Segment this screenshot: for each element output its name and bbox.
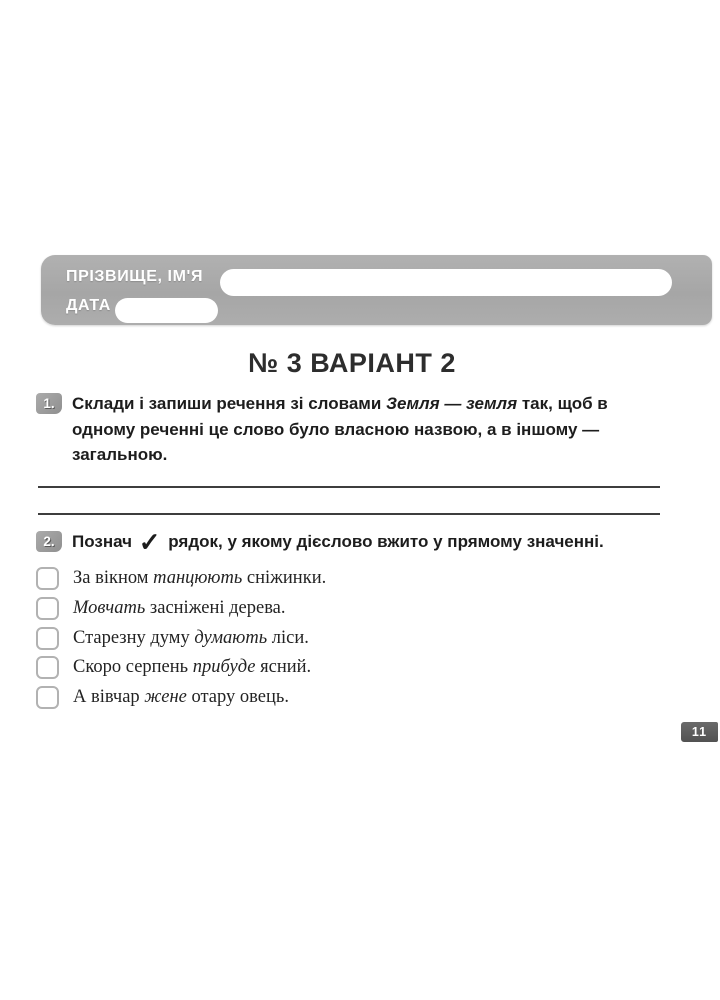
checkmark-icon: ✓ [138,527,161,557]
option-1-text [73,568,326,589]
option-5-after: отару овець. [186,687,289,708]
task-2-instruction [72,529,668,555]
option-row-5 [36,686,656,709]
name-input-field[interactable] [220,269,672,296]
name-date-panel [41,255,712,325]
option-2-italic: Мовчать [73,597,146,618]
task-1-text-italic: Земля — земля [386,394,518,413]
option-3-italic: думають [194,627,268,648]
option-5-text [73,687,289,708]
task-2-text-after: рядок, у якому дієслово вжито у прямому значенні. [163,532,604,551]
option-2-after: засніжені дерева. [145,597,286,618]
option-4-after: ясний. [255,657,312,678]
name-label: ПРІЗВИЩЕ, ІМ'Я [66,268,204,285]
task-2 [36,529,668,555]
option-4-italic: прибуде [192,657,256,678]
option-row-2 [36,597,656,620]
task-1-text-after: так, щоб в одному реченні це слово було власною назвою, а в іншому — загальною. [72,394,608,464]
option-row-3 [36,627,656,650]
option-5-before: А вівчар [73,687,145,708]
task-2-options-list [36,567,656,716]
date-label: ДАТА [66,297,111,314]
option-1-checkbox[interactable] [36,567,59,590]
task-1-instruction [72,391,668,468]
option-3-text [73,628,309,649]
option-5-italic: жене [144,687,187,708]
task-2-text-before: Познач [72,532,137,551]
option-2-checkbox[interactable] [36,597,59,620]
option-4-text [73,657,311,678]
option-3-before: Старезну думу [73,627,195,648]
option-row-1 [36,567,656,590]
page-number-badge: 11 [681,722,718,742]
answer-line-1[interactable] [38,486,660,488]
date-input-field[interactable] [115,298,218,323]
task-2-number-badge: 2. [36,531,62,552]
option-1-before: За вікном [73,568,154,588]
option-4-before: Скоро серпень [73,657,193,678]
option-2-text [73,598,286,619]
option-row-4 [36,656,656,679]
option-3-after: ліси. [267,627,309,648]
page-title: № 3 ВАРІАНТ 2 [248,348,456,378]
option-3-checkbox[interactable] [36,627,59,650]
option-1-italic: танцюють [153,568,243,588]
option-1-after: сніжинки. [242,568,327,588]
answer-line-2[interactable] [38,513,660,515]
task-1-number-badge: 1. [36,393,62,414]
task-1-text-before: Склади і запиши речення зі словами [72,394,387,413]
option-4-checkbox[interactable] [36,656,59,679]
option-5-checkbox[interactable] [36,686,59,709]
task-1 [36,391,668,468]
